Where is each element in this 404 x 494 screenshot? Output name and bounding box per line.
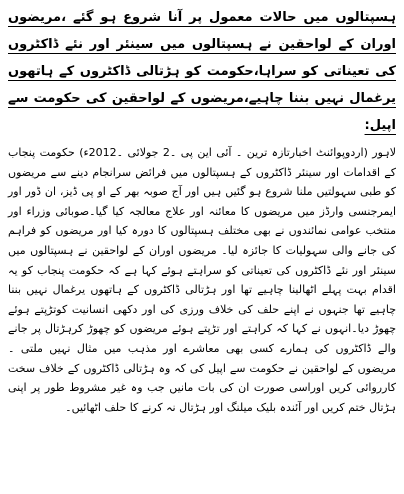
- article-headline: [8, 4, 396, 139]
- article-headline-text: ہسپتالوں میں حالات معمول پر آنا شروع ہو گئے ،مریضوں اوران کے لواحقین نے ہسپتالوں میں سینئر اور نئے ڈاکٹروں کی تعیناتی کو سراہا،حکومت کو ہڑتالی ڈاکٹروں کے ہاتھوں یرغمال نہیں بننا چاہیے،مریضوں کے لواحقین کی حکومت سے اپیل:: [8, 10, 396, 133]
- article-body: لاہور (اردوپوائنٹ اخبارتازہ ترین ۔ آئی این پی ۔2 جولائی ۔2012ء) حکومت پنجاب کے اقدامات اور سینئر ڈاکٹروں کے ہسپتالوں میں فرائض سرانجام دینے سے مریضوں کو طبی سہولتیں ملنا شروع ہو گئیں ہیں اور آج صوبہ بھر کے او پی ڈیز، ان ڈور اور ایمرجنسی وارڈز میں مریضوں کا معائنہ اور علاج معالجہ کیا گیا۔صوبائی وزراء اور منتخب عوامی نمائندوں نے بھی مختلف ہسپتالوں کا دورہ کیا اور مریضوں کو فراہم کی جانے والی سہولیات کا جائزہ لیا۔ مریضوں اوران کے لواحقین نے ہسپتالوں میں سینئر اور نئے ڈاکٹروں کی تعیناتی کو سراہتے ہوئے کہا ہے کہ حکومت پنجاب کو یہ اقدام بہت پہلے اٹھالینا چاہیے تھا اور ہڑتالی ڈاکٹروں کے ہاتھوں یرغمال نہیں بننا چاہیے تھا جنہوں نے اپنے حلف کی خلاف ورزی کی اور دکھی انسانیت کوتڑپتے ہوئے چھوڑ دیا۔انہوں نے کہا کہ کراہتے اور تڑپتے ہوئے مریضوں کو چھوڑ کرہڑتال پر جانے والے ڈاکٹروں کی ہمارے کسی بھی معاشرے اور مذہب میں مثال نہیں ملتی ۔مریضوں کے لواحقین نے حکومت سے اپیل کی کہ وہ ہڑتالی ڈاکٹروں کے خلاف سخت کارروائی کریں اوراسی صورت ان کی بات مانیں جب وہ غیر مشروط طور پر اپنی ہڑتال ختم کریں اور آئندہ بلیک میلنگ اور ہڑتال نہ کرنے کا حلف اٹھائیں۔: [8, 146, 396, 414]
